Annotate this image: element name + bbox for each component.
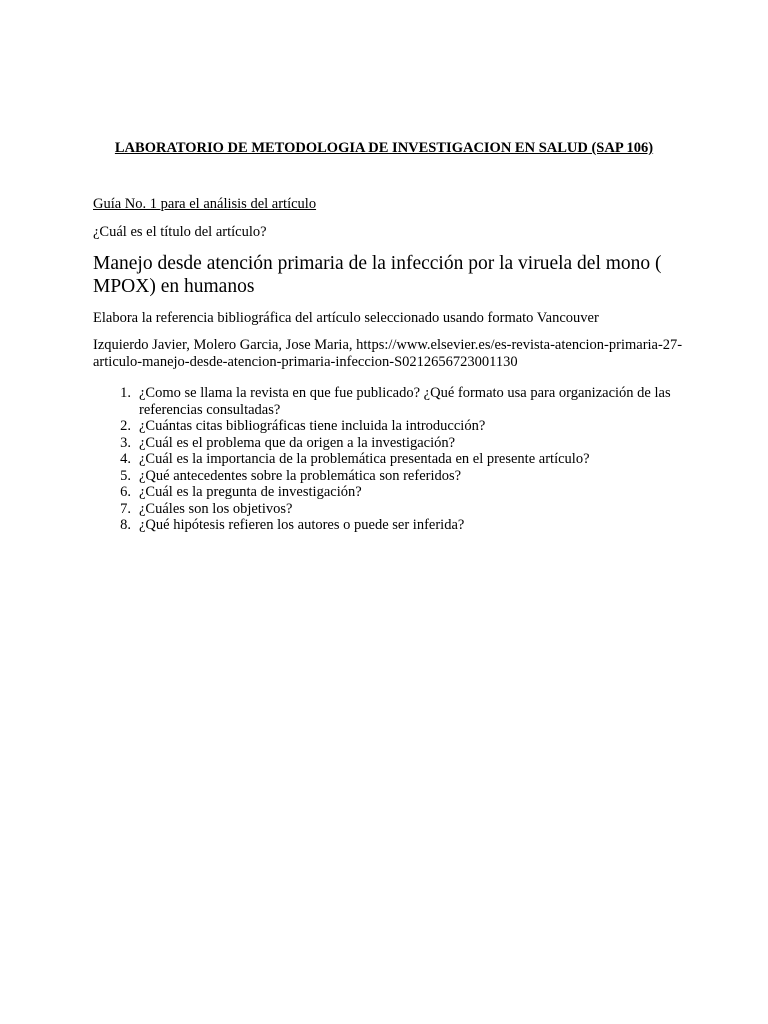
list-item-text: ¿Qué antecedentes sobre la problemática son referidos? (139, 467, 462, 484)
list-item-number: 4. (120, 451, 131, 467)
list-item (93, 517, 683, 534)
article-title: Manejo desde atención primaria de la infección por la viruela del mono ( MPOX) en humanos (93, 253, 662, 297)
list-item-text: ¿Cuáles son los objetivos? (139, 500, 293, 517)
list-item-number: 3. (120, 434, 131, 451)
list-item-text: ¿Qué hipótesis refieren los autores o puede ser inferida? (139, 517, 465, 533)
document-heading: LABORATORIO DE METODOLOGIA DE INVESTIGACION EN SALUD (SAP 106) (114, 140, 654, 156)
list-item-text: ¿Como se llama la revista en que fue publicado? ¿Qué formato usa para organización de las referencias consultadas? (139, 385, 671, 418)
questions-list (93, 385, 683, 534)
list-item-number: 6. (120, 484, 131, 500)
list-item (93, 435, 683, 452)
list-item (93, 484, 683, 501)
list-item-text: ¿Cuántas citas bibliográficas tiene incluida la introducción? (139, 418, 486, 434)
guide-label: Guía No. 1 para el análisis del artículo (93, 196, 317, 212)
list-item (93, 451, 683, 468)
reference-instruction: Elabora la referencia bibliográfica del artículo seleccionado usando formato Vancouver (93, 310, 599, 326)
list-item-number: 8. (120, 517, 131, 533)
list-item (93, 418, 683, 435)
bibliographic-reference: Izquierdo Javier, Molero Garcia, Jose Maria, https://www.elsevier.es/es-revista-atencion-primaria-27-articulo-manejo-desde-atencion-primaria-infeccion-S0212656723001130 (93, 337, 683, 370)
list-item (93, 385, 683, 418)
list-item-number: 5. (120, 467, 131, 484)
list-item (93, 468, 683, 485)
list-item-text: ¿Cuál es el problema que da origen a la investigación? (139, 434, 456, 451)
list-item-number: 1. (120, 385, 131, 401)
list-item-number: 7. (120, 500, 131, 517)
list-item-text: ¿Cuál es la importancia de la problemática presentada en el presente artículo? (139, 451, 590, 467)
list-item-number: 2. (120, 418, 131, 434)
list-item (93, 501, 683, 518)
list-item-text: ¿Cuál es la pregunta de investigación? (139, 484, 362, 500)
title-question: ¿Cuál es el título del artículo? (93, 224, 267, 240)
